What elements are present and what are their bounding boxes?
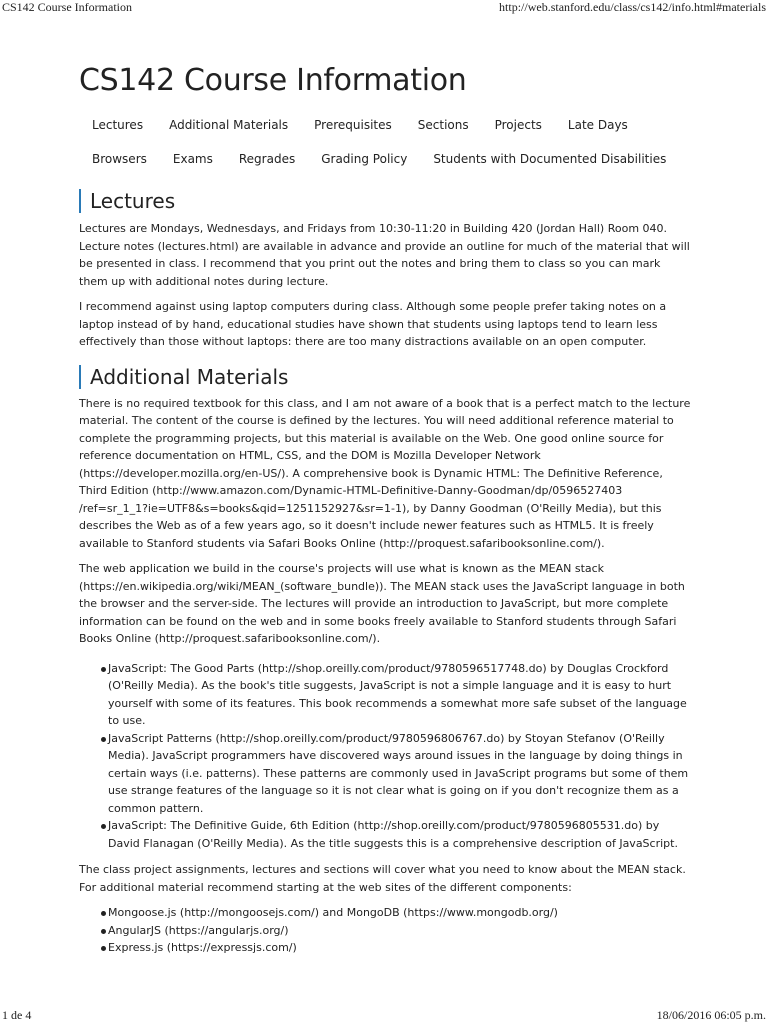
lectures-section — [79, 189, 691, 351]
list-item: AngularJS (https://angularjs.org/) — [79, 922, 691, 940]
section-nav — [79, 108, 691, 176]
list-item: JavaScript: The Good Parts (http://shop.oreilly.com/product/9780596517748.do) by Douglas Crockford (O'Reilly Media). As the book's title suggests, JavaScript is not a simple language and it is easy to hurt yourself with some of its features. This book recommends a somewhat more safe subset of the language to use. — [79, 660, 691, 730]
book-list — [79, 660, 691, 853]
materials-heading: Additional Materials — [79, 365, 691, 389]
component-list — [79, 904, 691, 957]
materials-section — [79, 365, 691, 957]
print-header-title: CS142 Course Information — [2, 0, 132, 14]
laptop-paragraph: I recommend against using laptop computers during class. Although some people prefer taking notes on a laptop instead of by hand, educational studies have shown that students using laptops tend to learn less effectively than those without laptops: there are too many distractions available on an open computer. — [79, 300, 667, 348]
nav-row-1 — [79, 108, 691, 142]
nav-link-browsers[interactable]: Browsers — [92, 152, 147, 166]
lectures-paragraph: Lectures are Mondays, Wednesdays, and Fridays from 10:30-11:20 in Building 420 (Jordan Hall) Room 040. Lecture notes (lectures.html) are available in advance and provide an outline for much of the material that will be presented in class. I recommend that you print out the notes and bring them to class so you can mark them up with additional notes during lecture. — [79, 222, 690, 288]
print-timestamp: 18/06/2016 06:05 p.m. — [656, 1008, 766, 1022]
components-paragraph: The class project assignments, lectures and sections will cover what you need to know about the MEAN stack. For additional material recommend starting at the web sites of the different components: — [79, 863, 686, 894]
print-header-url: http://web.stanford.edu/class/cs142/info.html#materials — [499, 0, 766, 14]
textbook-paragraph: There is no required textbook for this class, and I am not aware of a book that is a perfect match to the lecture material. The content of the course is defined by the lectures. You will need additional reference material to complete the programming projects, but this material is available on the Web. One good online source for reference documentation on HTML, CSS, and the DOM is Mozilla Developer Network (https://developer.mozilla.org/en-US/). A comprehensive book is Dynamic HTML: The Definitive Reference, Third Edition (http://www.amazon.com/Dynamic-HTML-Definitive-Danny-Goodman/dp/0596527403 /ref=sr_1_1?ie=UTF8&s=books&qid=1251152927&sr=1-1), by Danny Goodman (O'Reilly Media), but this describes the Web as of a few years ago, so it doesn't include newer features such as HTML5. It is freely available to Stanford students via Safari Books Online (http://proquest.safaribooksonline.com/). — [79, 396, 691, 550]
nav-link-grading-policy[interactable]: Grading Policy — [321, 152, 408, 166]
page-number: 1 de 4 — [2, 1008, 32, 1022]
list-item: JavaScript Patterns (http://shop.oreilly.com/product/9780596806767.do) by Stoyan Stefanov (O'Reilly Media). JavaScript programmers have discovered ways around issues in the language by doing things in certain ways (i.e. patterns). These patterns are commonly used in JavaScript programs but some of them use strange features of the language so it is not clear what is going on if you don't recognize them as a common pattern. — [79, 730, 691, 818]
nav-link-late-days[interactable]: Late Days — [567, 118, 628, 132]
lectures-heading: Lectures — [79, 189, 691, 213]
nav-link-lectures[interactable]: Lectures — [92, 118, 144, 132]
nav-link-additional-materials[interactable]: Additional Materials — [169, 118, 289, 132]
nav-link-exams[interactable]: Exams — [172, 152, 213, 166]
page-title: CS142 Course Information — [79, 63, 467, 98]
nav-link-regrades[interactable]: Regrades — [238, 152, 296, 166]
print-footer — [0, 1007, 768, 1023]
nav-link-prerequisites[interactable]: Prerequisites — [314, 118, 392, 132]
mean-stack-paragraph: The web application we build in the course's projects will use what is known as the MEAN stack (https://en.wikipedia.org/wiki/MEAN_(software_bundle)). The MEAN stack uses the JavaScript language in both the browser and the server-side. The lectures will provide an introduction to JavaScript, but more complete information can be found on the web and in some books freely available to Stanford students through Safari Books Online (http://proquest.safaribooksonline.com/). — [79, 562, 685, 645]
nav-link-projects[interactable]: Projects — [494, 118, 542, 132]
list-item: JavaScript: The Definitive Guide, 6th Edition (http://shop.oreilly.com/product/9780596805531.do) by David Flanagan (O'Reilly Media). As the title suggests this is a comprehensive description of JavaScript. — [79, 817, 691, 852]
list-item: Express.js (https://expressjs.com/) — [79, 939, 691, 957]
nav-row-2 — [79, 142, 691, 176]
nav-link-disabilities[interactable]: Students with Documented Disabilities — [433, 152, 667, 166]
nav-link-sections[interactable]: Sections — [417, 118, 469, 132]
page-content — [79, 58, 691, 957]
list-item: Mongoose.js (http://mongoosejs.com/) and MongoDB (https://www.mongodb.org/) — [79, 904, 691, 922]
print-header — [0, 0, 768, 16]
